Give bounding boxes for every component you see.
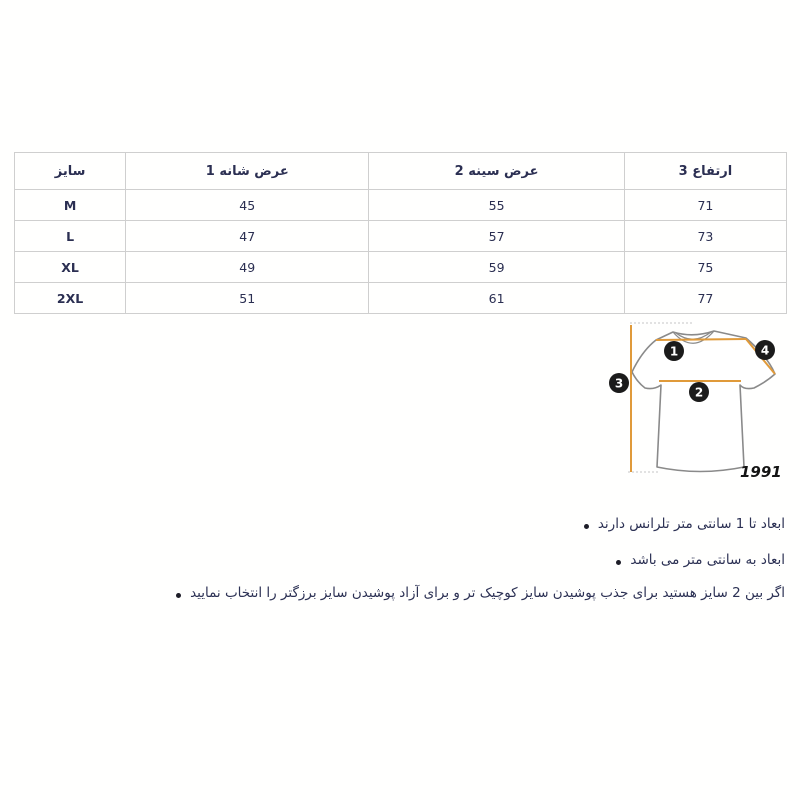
cell-size: M bbox=[15, 190, 126, 221]
note-text: ابعاد تا 1 سانتی متر تلرانس دارند bbox=[597, 516, 785, 532]
cell-chest: 59 bbox=[369, 252, 625, 283]
cell-height: 77 bbox=[624, 283, 786, 314]
column-header-chest: عرض سینه 2 bbox=[369, 153, 625, 190]
cell-shoulder: 51 bbox=[126, 283, 369, 314]
table-row bbox=[15, 190, 787, 221]
cell-height: 75 bbox=[624, 252, 786, 283]
shoulder-measure-line bbox=[656, 339, 746, 340]
cell-shoulder: 45 bbox=[126, 190, 369, 221]
marker-height bbox=[609, 373, 629, 393]
cell-chest: 55 bbox=[369, 190, 625, 221]
table-row bbox=[15, 252, 787, 283]
table-header-row bbox=[15, 153, 787, 190]
note-between-sizes bbox=[176, 585, 785, 601]
cell-height: 73 bbox=[624, 221, 786, 252]
table-row bbox=[15, 283, 787, 314]
column-header-size: سایز bbox=[15, 153, 126, 190]
marker-shoulder bbox=[664, 341, 684, 361]
column-header-shoulder: عرض شانه 1 bbox=[126, 153, 369, 190]
cell-shoulder: 47 bbox=[126, 221, 369, 252]
note-unit bbox=[616, 552, 785, 568]
note-tolerance bbox=[584, 516, 785, 532]
cell-height: 71 bbox=[624, 190, 786, 221]
cell-chest: 61 bbox=[369, 283, 625, 314]
table-row bbox=[15, 221, 787, 252]
marker-chest-number: 2 bbox=[694, 385, 704, 400]
marker-sleeve bbox=[755, 340, 775, 360]
bullet-dot-icon bbox=[176, 593, 181, 598]
column-header-height: ارتفاع 3 bbox=[624, 153, 786, 190]
marker-shoulder-number: 1 bbox=[669, 344, 679, 359]
cell-chest: 57 bbox=[369, 221, 625, 252]
cell-size: XL bbox=[15, 252, 126, 283]
marker-height-number: 3 bbox=[614, 376, 624, 391]
marker-sleeve-number: 4 bbox=[760, 343, 770, 358]
bullet-dot-icon bbox=[584, 524, 589, 529]
size-chart-table bbox=[14, 152, 787, 314]
cell-shoulder: 49 bbox=[126, 252, 369, 283]
tshirt-outline-icon bbox=[632, 331, 775, 472]
note-text: اگر بین 2 سایز هستید برای جذب پوشیدن سایز کوچیک تر و برای آزاد پوشیدن سایز برزگتر را انتخاب نمایید bbox=[190, 585, 785, 601]
bullet-dot-icon bbox=[616, 560, 621, 565]
brand-logo-1991: 1991 bbox=[740, 463, 782, 481]
tshirt-measurement-diagram bbox=[598, 315, 798, 495]
note-text: ابعاد به سانتی متر می باشد bbox=[630, 552, 785, 568]
cell-size: L bbox=[15, 221, 126, 252]
cell-size: 2XL bbox=[15, 283, 126, 314]
marker-chest bbox=[689, 382, 709, 402]
